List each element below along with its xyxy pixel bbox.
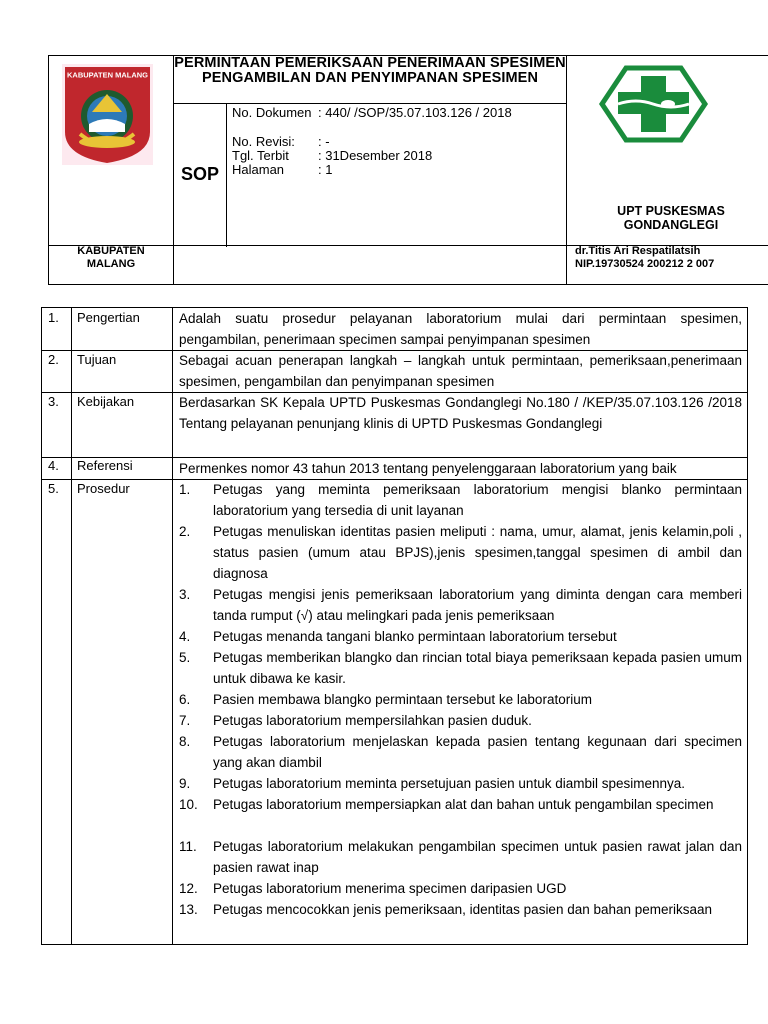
row-label-pengertian: Pengertian xyxy=(77,310,140,325)
kabupaten-label xyxy=(49,245,173,271)
puskesmas-logo xyxy=(596,62,711,145)
no-dokumen-label: No. Dokumen xyxy=(232,105,312,120)
sop-header-table xyxy=(48,55,768,285)
no-dokumen-value: : 440/ /SOP/35.07.103.126 / 2018 xyxy=(318,105,512,120)
row-number: 5. xyxy=(48,481,59,496)
org-line1: UPT PUSKESMAS xyxy=(617,204,725,218)
row-label-tujuan: Tujuan xyxy=(77,352,117,367)
svg-text:KABUPATEN MALANG: KABUPATEN MALANG xyxy=(67,70,148,80)
halaman-label: Halaman xyxy=(232,162,285,177)
row-text-pengertian: Adalah suatu prosedur pelayanan laboratorium mulai dari permintaan spesimen, pengambilan, penerimaan specimen sampai penyimpanan spesimen xyxy=(179,311,742,347)
halaman-value: : 1 xyxy=(318,162,333,177)
kabupaten-line1: KABUPATEN xyxy=(77,245,145,257)
tgl-terbit-value: : 31Desember 2018 xyxy=(318,148,433,163)
row-label-referensi: Referensi xyxy=(77,458,133,473)
tgl-terbit-label: Tgl. Terbit xyxy=(232,148,289,163)
sop-label: SOP xyxy=(180,164,219,184)
row-number: 4. xyxy=(48,458,59,473)
org-line2: GONDANGLEGI xyxy=(623,218,719,232)
signer-name: dr.Titis Ari Respatilatsih xyxy=(575,245,701,257)
kabupaten-malang-logo xyxy=(62,64,153,165)
row-number: 1. xyxy=(48,310,59,325)
row-number: 2. xyxy=(48,352,59,367)
sop-content-table: 1. Pengertian Adalah suatu prosedur pelayanan laboratorium mulai dari permintaan spesimen, pengambilan, penerimaan specimen sampai penyimpanan spesimen 2. Tujuan Sebagai acuan penerapan langkah – langkah untuk permintaan, pemeriksaan,penerimaan spesimen, pengambilan dan penyimpanan spesimen 3. Kebijakan Berdasarkan SK Kepala UPTD Puskesmas Gondanglegi No.180 / /KEP/35.07.103.126 /2018 Tentang pelayanan penunjang klinis di UPTD Puskesmas Gondanglegi 4. Referensi Permenkes nomor 43 tahun 2013 tentang penyelenggaraan laboratorium yang baik 5. Prosedur 1. Petugas yang meminta pemeriksaan laboratorium mengisi blanko permintaan laboratorium yang tersedia di unit layanan 2. Petugas menuliskan identitas pasien meliputi : nama, umur, alamat, jenis kelamin,poli , status pasien (umum atau BPJS),jenis spesimen,tanggal spesimen di ambil dan diagnosa 3. Petugas mengisi jenis pemeriksaan laboratorium yang diminta dengan cara memberi tanda rumput (√) atau melingkari pada jenis pemeriksaan 4. Petugas menanda tangani blanko permintaan laboratorium tersebut 5. Petugas memberikan blangko dan rincian total biaya pemeriksaan kepada pasien umum untuk dibawa ke kasir. 6. Pasien membawa blangko permintaan tersebut ke laboratorium 7. Petugas laboratorium mempersilahkan pasien duduk. 8. Petugas laboratorium menjelaskan kepada pasien tentang kegunaan dari specimen yang akan diambil 9. Petugas laboratorium meminta persetujuan pasien untuk diambil spesimennya. 10. Petugas laboratorium mempersiapkan alat dan bahan untuk pengambilan specimen 11. Petugas laboratorium melakukan pengambilan specimen untuk pasien rawat jalan dan pasien rawat inap 12. Petugas laboratorium menerima specimen daripasien UGD 13. Petugas mencocokkan jenis pemeriksaan, identitas pasien dan bahan pemeriksaan xyxy=(41,307,748,945)
row-label-kebijakan: Kebijakan xyxy=(77,394,135,409)
document-title: PERMINTAAN PEMERIKSAAN PENERIMAAN SPESIMEN PENGAMBILAN DAN PENYIMPANAN SPESIMEN xyxy=(174,55,566,86)
no-revisi-label: No. Revisi: xyxy=(232,134,295,149)
row-text-referensi: Permenkes nomor 43 tahun 2013 tentang penyelenggaraan laboratorium yang baik xyxy=(179,461,677,476)
kabupaten-line2: MALANG xyxy=(86,258,136,270)
no-revisi-value: : - xyxy=(318,134,330,149)
signer-nip: NIP.19730524 200212 2 007 xyxy=(575,258,715,270)
row-text-kebijakan: Berdasarkan SK Kepala UPTD Puskesmas Gondanglegi No.180 / /KEP/35.07.103.126 /2018 Tentang pelayanan penunjang klinis di UPTD Puskesmas Gondanglegi xyxy=(179,395,742,431)
row-text-tujuan: Sebagai acuan penerapan langkah – langkah untuk permintaan, pemeriksaan,penerimaan spesimen, pengambilan dan penyimpanan spesimen xyxy=(179,353,742,389)
row-label-prosedur: Prosedur xyxy=(77,481,130,496)
row-number: 3. xyxy=(48,394,59,409)
signer-block xyxy=(571,245,768,271)
org-name xyxy=(566,204,768,232)
